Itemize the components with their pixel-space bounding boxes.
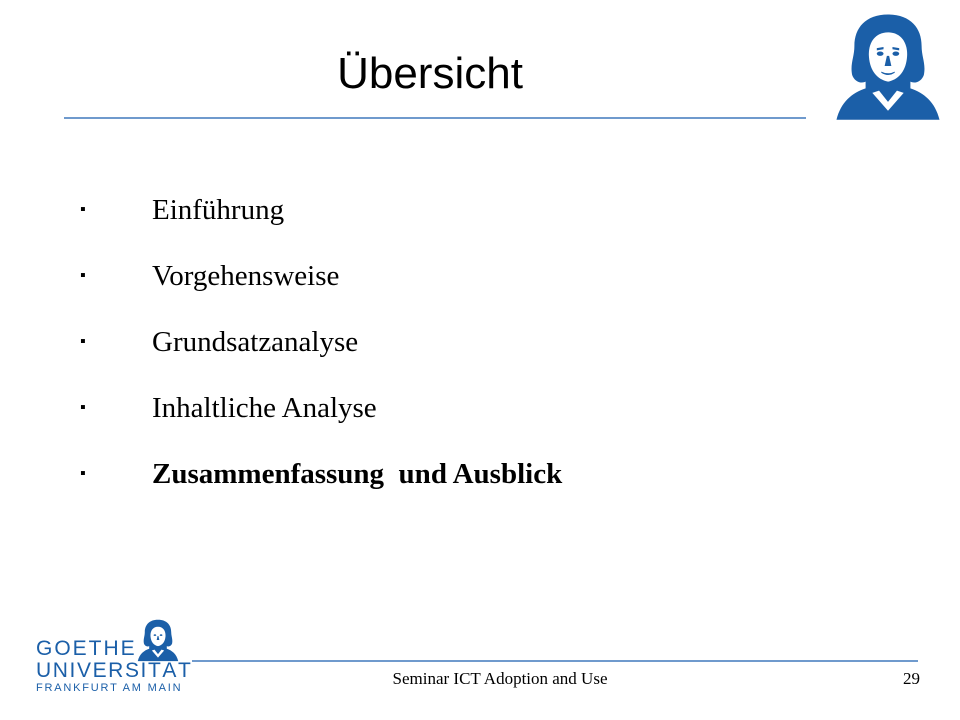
agenda-item-label: Inhaltliche Analyse [152, 392, 377, 424]
page-number: 29 [903, 669, 920, 688]
agenda-list [76, 190, 836, 520]
agenda-item [76, 190, 836, 256]
footer-divider [192, 660, 918, 662]
agenda-item-label: Vorgehensweise [152, 260, 340, 292]
slide-title: Übersicht [337, 49, 523, 98]
agenda-item [76, 322, 836, 388]
university-logo [36, 618, 193, 696]
goethe-portrait-icon [832, 10, 944, 122]
agenda-item-label: Einführung [152, 194, 285, 226]
logo-city-text: FRANKFURT AM MAIN [36, 682, 183, 694]
bullet-square-icon: ▪ [80, 201, 86, 218]
logo-universitaet-text: UNIVERSITÄT [36, 659, 193, 682]
logo-goethe-text: GOETHE [36, 637, 137, 660]
agenda-item [76, 388, 836, 454]
bullet-square-icon: ▪ [80, 465, 86, 482]
agenda-item-label: Zusammenfassung und Ausblick [152, 458, 563, 490]
agenda-item-label: Grundsatzanalyse [152, 326, 359, 358]
footer-title: Seminar ICT Adoption and Use [392, 669, 608, 688]
title-divider [64, 117, 806, 119]
agenda-item-current [76, 454, 836, 520]
bullet-square-icon: ▪ [80, 267, 86, 284]
bullet-square-icon: ▪ [80, 399, 86, 416]
agenda-item [76, 256, 836, 322]
bullet-square-icon: ▪ [80, 333, 86, 350]
goethe-portrait-icon [136, 618, 180, 662]
